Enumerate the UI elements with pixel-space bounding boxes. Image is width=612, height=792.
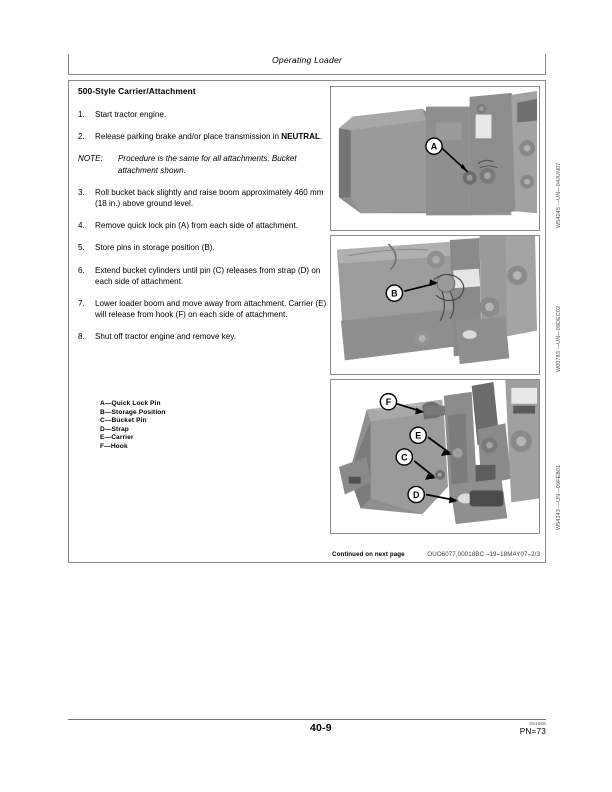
legend-item-d: D—Strap [100,425,129,433]
figure-3-photo [331,380,539,533]
step-6 [78,265,328,287]
figure-1-quick-lock-pin [330,86,540,231]
step-emphasis: NEUTRAL [281,132,320,142]
step-text: Lower loader boom and move away from attachment. Carrier (E) will release from hook (F) on each side of attachment. [95,299,327,320]
step-2 [78,131,328,142]
step-number: 8. [78,332,85,342]
step-number: 1. [78,110,85,119]
step-text-tail: . [319,132,323,142]
footer-date-code: 051606 [529,721,546,726]
figure-3-carrier-hook-strap [330,379,540,534]
step-4 [78,220,328,231]
step-text: Release parking brake and/or place transmission in [95,132,282,142]
svg-text:A: A [430,141,438,152]
footer-rule [68,719,546,720]
step-3 [78,187,328,209]
svg-text:B: B [391,288,398,299]
running-header [68,54,546,74]
callout-legend [100,400,166,452]
figure-1-photo [331,87,539,230]
svg-text:C: C [401,452,408,463]
step-text: Roll bucket back slightly and raise boom approximately 460 mm (18 in.) above ground level. [95,187,324,209]
step-text: Start tractor engine. [95,110,167,119]
step-number: 3. [78,187,85,197]
legend-item-e: E—Carrier [100,434,134,442]
svg-text:E: E [415,430,422,441]
figure-2-storage-position [330,235,540,375]
step-number: 2. [78,132,85,142]
step-1 [78,109,328,120]
step-text: Shut off tractor engine and remove key. [95,332,236,342]
figure-2-caption: W00783 —UN—09DEC02 [556,305,562,372]
section-title: 500-Style Carrier/Attachment [78,86,196,96]
step-number: 5. [78,243,85,253]
header-title: Operating Loader [271,55,343,65]
procedure-text-column [78,86,328,354]
step-text: Remove quick lock pin (A) from each side of attachment. [95,221,298,231]
svg-text:F: F [385,397,392,408]
note-label: NOTE: [78,154,103,164]
legend-item-b: B—Storage Position [100,408,166,416]
note-block [78,153,328,175]
footer-right-block [520,721,546,737]
continued-on-next-page: Continued on next page [332,551,405,558]
step-text: Store pins in storage position (B). [95,243,215,253]
document-id: OUO6077,00018BC –19–18MAY07–2/3 [427,551,540,558]
step-5 [78,242,328,253]
step-number: 4. [78,221,85,231]
figure-3-caption: W54143 —UN—09FEB01 [556,464,562,530]
legend-item-f: F—Hook [100,442,128,450]
figure-1-caption: W54245 —UN—04JUN07 [556,162,562,228]
step-number: 7. [78,299,85,309]
legend-item-c: C—Bucket Pin [100,417,147,425]
step-number: 6. [78,265,85,275]
footer-pn: PN=73 [519,727,546,736]
page-number: 40-9 [310,722,332,734]
svg-text:D: D [412,489,420,500]
note-text: Procedure is the same for all attachments. Bucket attachment shown. [118,154,297,175]
legend-item-a: A—Quick Lock Pin [100,400,161,407]
header-rule [68,74,546,75]
figure-2-photo [331,236,539,374]
step-7 [78,298,328,320]
step-text: Extend bucket cylinders until pin (C) releases from strap (D) on each side of attachment. [95,265,321,286]
step-8 [78,331,328,342]
